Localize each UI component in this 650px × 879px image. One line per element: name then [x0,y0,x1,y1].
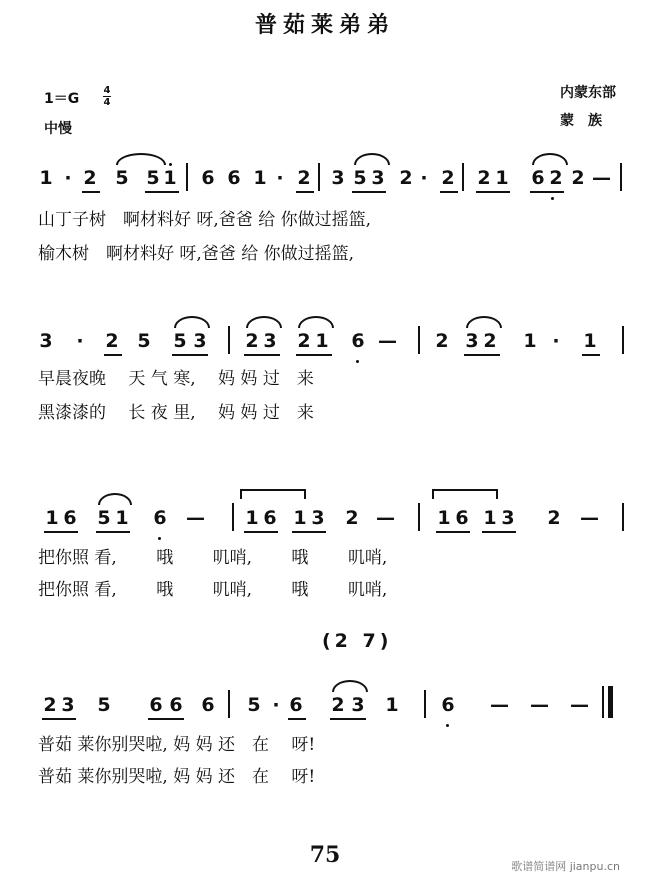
note: 2 [83,167,97,189]
note: 2 [245,330,259,352]
note: 1 [115,507,129,529]
note: 2 [105,330,119,352]
note: 2 [297,330,311,352]
note: 2 [571,167,585,189]
note: 6 [289,694,303,716]
note: 3 [193,330,207,352]
note: 3 [61,694,75,716]
tempo-marking: 中慢 [44,121,72,137]
note: 2 [547,507,561,529]
underline [145,191,179,193]
high-octave-dot [169,163,172,166]
lyric-verse-1: 早晨夜晚 天 气 寒, 妈 妈 过 来 [38,369,314,389]
note: 6 [201,167,215,189]
note: 6 [153,507,167,529]
underline [292,531,326,533]
slur [98,493,132,505]
note: 1 [523,330,537,352]
note: 3 [351,694,365,716]
note: 1 [245,507,259,529]
note: 2 [399,167,413,189]
lyric-verse-1: 把你照 看, 哦 叽哨, 哦 叽哨, [38,548,388,568]
note: 2 [477,167,491,189]
note: 5 [115,167,129,189]
dash: — [378,330,397,352]
note: 6 [63,507,77,529]
dash: — [570,694,589,716]
note: 1 [385,694,399,716]
region-label: 内蒙东部 [560,85,616,101]
note: 1 [293,507,307,529]
note: 5 [97,507,111,529]
underline [148,718,184,720]
dot: · [552,330,560,352]
note: 1 [315,330,329,352]
underline [296,354,332,356]
lyric-verse-1: 山丁子树 啊材料好 呀,爸爸 给 你做过摇篮, [38,210,372,230]
note: 3 [39,330,53,352]
underline [82,191,100,193]
watermark: 歌谱简谱网 jianpu.cn [511,860,620,873]
bar-line [232,503,234,531]
note: 3 [501,507,515,529]
underline [42,718,76,720]
slur [298,316,334,328]
note: 5 [146,167,160,189]
underline [582,354,600,356]
note: 3 [311,507,325,529]
final-bar-line [608,686,613,718]
note: 3 [331,167,345,189]
bar-line [602,686,604,718]
bar-line [622,326,624,354]
underline [352,191,386,193]
key-signature: 1＝G [44,91,80,107]
note: 1 [483,507,497,529]
note: 6 [169,694,183,716]
bar-line [620,163,622,191]
underline [530,191,564,193]
note: 2 [331,694,345,716]
song-title: 普茹莱弟弟 [254,13,395,38]
slur [246,316,282,328]
underline [330,718,366,720]
low-octave-dot [158,537,161,540]
bar-line [462,163,464,191]
note: 6 [441,694,455,716]
underline [436,531,470,533]
note: 6 [263,507,277,529]
note: 1 [253,167,267,189]
note: 3 [371,167,385,189]
slur [174,316,210,328]
note: 3 [263,330,277,352]
note: 1 [583,330,597,352]
note: 3 [465,330,479,352]
note: 2 [297,167,311,189]
note: 2 [43,694,57,716]
dot: · [76,330,84,352]
tie-bracket [432,489,498,491]
time-signature: 4 4 [103,85,111,108]
lyric-verse-1: 普茹 莱你别哭啦, 妈 妈 还 在 呀! [38,735,316,755]
dash: — [186,507,205,529]
ethnicity-label: 蒙 族 [560,113,602,129]
slur [532,153,568,165]
note: 2 [441,167,455,189]
underline [96,531,130,533]
lyric-verse-2: 榆木树 啊材料好 呀,爸爸 给 你做过摇篮, [38,244,355,264]
lyric-verse-2: 把你照 看, 哦 叽哨, 哦 叽哨, [38,580,388,600]
slur [332,680,368,692]
low-octave-dot [446,724,449,727]
underline [244,531,278,533]
note: 6 [149,694,163,716]
dash: — [592,167,611,189]
bar-line [228,326,230,354]
note: 1 [437,507,451,529]
note: 6 [201,694,215,716]
underline [244,354,280,356]
underline [464,354,500,356]
note: 1 [39,167,53,189]
bar-line [418,503,420,531]
note: 6 [531,167,545,189]
dash: — [530,694,549,716]
note: 2 [435,330,449,352]
slur [116,153,166,165]
bar-line [622,503,624,531]
note: 2 [483,330,497,352]
note: 5 [353,167,367,189]
tie-bracket [240,489,306,491]
underline [440,191,458,193]
dash: — [580,507,599,529]
low-octave-dot [356,360,359,363]
lyric-verse-2: 普茹 莱你别哭啦, 妈 妈 还 在 呀! [38,767,316,787]
notes-row-4 [0,682,650,722]
alternate-notes: (2 7) [322,630,393,652]
underline [44,531,78,533]
dash: — [490,694,509,716]
dot: · [420,167,428,189]
note: 1 [45,507,59,529]
bar-line [418,326,420,354]
bar-line [318,163,320,191]
bar-line [424,690,426,718]
bar-line [186,163,188,191]
note: 6 [351,330,365,352]
underline [482,531,516,533]
dot: · [64,167,72,189]
note: 5 [173,330,187,352]
note: 6 [455,507,469,529]
underline [288,718,306,720]
note: 1 [163,167,177,189]
note: 5 [247,694,261,716]
notes-row-3 [0,495,650,535]
notes-row-1 [0,155,650,195]
page-number: 75 [309,842,341,868]
underline [104,354,122,356]
note: 5 [97,694,111,716]
dot: · [276,167,284,189]
note: 5 [137,330,151,352]
bar-line [228,690,230,718]
underline [476,191,510,193]
dot: · [272,694,280,716]
dash: — [376,507,395,529]
underline [172,354,208,356]
lyric-verse-2: 黑漆漆的 长 夜 里, 妈 妈 过 来 [38,403,314,423]
note: 2 [549,167,563,189]
notes-row-2 [0,318,650,358]
slur [466,316,502,328]
note: 1 [495,167,509,189]
note: 2 [345,507,359,529]
underline [296,191,314,193]
slur [354,153,390,165]
low-octave-dot [551,197,554,200]
note: 6 [227,167,241,189]
